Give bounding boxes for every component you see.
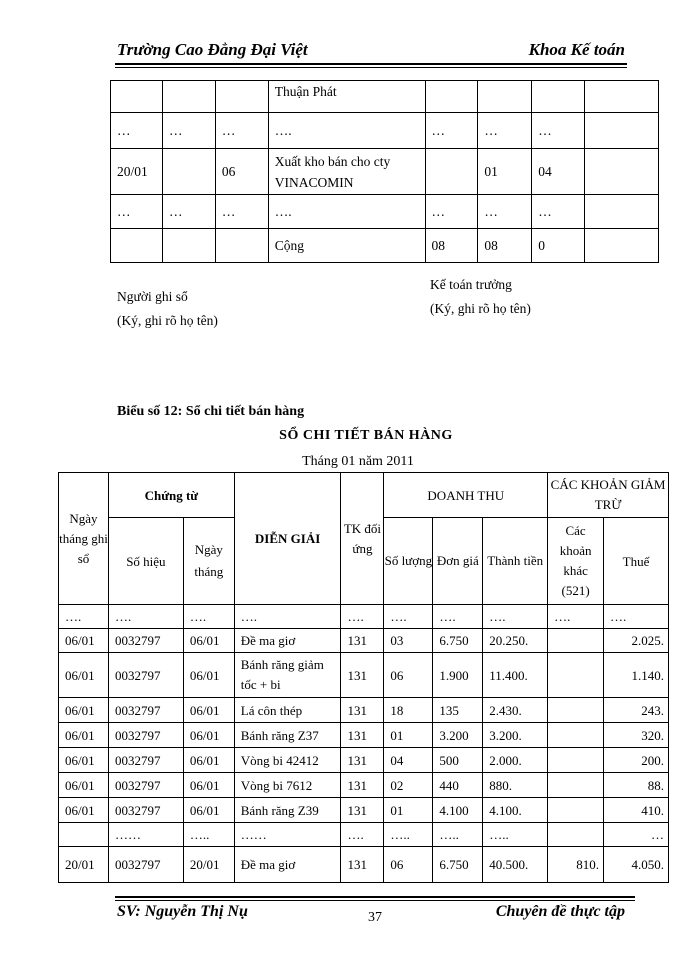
- journal-cell: [585, 149, 659, 195]
- ledger-cell: 3.200: [433, 723, 483, 748]
- ledger-cell: 18: [384, 698, 433, 723]
- col-unit-price: Đơn giá: [433, 518, 483, 605]
- ledger-cell: ….: [59, 605, 109, 629]
- ledger-cell: …..: [384, 823, 433, 847]
- ledger-cell: 131: [341, 698, 384, 723]
- ledger-cell: ….: [384, 605, 433, 629]
- ledger-cell: 0032797: [108, 773, 183, 798]
- journal-cell: [111, 81, 163, 113]
- ledger-cell: [548, 748, 604, 773]
- ledger-period: Tháng 01 năm 2011: [302, 454, 414, 469]
- ledger-cell: Bánh răng Z37: [234, 723, 341, 748]
- ledger-row: [59, 773, 669, 798]
- ledger-cell: 6.750: [433, 629, 483, 653]
- journal-cell: 08: [425, 229, 478, 263]
- journal-cell: 0: [532, 229, 585, 263]
- journal-cell: [585, 195, 659, 229]
- ledger-cell: 0032797: [108, 748, 183, 773]
- ledger-cell: [548, 698, 604, 723]
- journal-cell: 08: [478, 229, 532, 263]
- header-rule: [115, 63, 627, 65]
- header-school: Trường Cao Đẳng Đại Việt: [117, 40, 308, 59]
- ledger-cell: 06/01: [183, 773, 234, 798]
- section-label: Biểu số 12: Sổ chi tiết bán hàng: [117, 404, 305, 419]
- ledger-cell: 06/01: [183, 698, 234, 723]
- journal-cell: [585, 113, 659, 149]
- ledger-cell: 06/01: [59, 629, 109, 653]
- ledger-cell: 20.250.: [483, 629, 548, 653]
- ledger-cell: 0032797: [108, 847, 183, 883]
- journal-cell: …: [425, 195, 478, 229]
- col-quantity: Số lượng: [384, 518, 433, 605]
- ledger-cell: [548, 798, 604, 823]
- ledger-cell: 243.: [604, 698, 669, 723]
- col-revenue: DOANH THU: [384, 473, 548, 518]
- ledger-cell: 04: [384, 748, 433, 773]
- ledger-cell: 06/01: [59, 748, 109, 773]
- ledger-cell: ….: [341, 605, 384, 629]
- col-voucher-number: Số hiệu: [108, 518, 183, 605]
- journal-row: [111, 195, 659, 229]
- journal-row: [111, 229, 659, 263]
- header-department: Khoa Kế toán: [528, 40, 625, 59]
- col-description: DIỄN GIẢI: [234, 473, 341, 605]
- signature-recorder-note: (Ký, ghi rõ họ tên): [117, 313, 218, 328]
- journal-row: [111, 113, 659, 149]
- ledger-row: [59, 748, 669, 773]
- ledger-cell: …: [604, 823, 669, 847]
- ledger-cell: 6.750: [433, 847, 483, 883]
- journal-cell: …: [532, 113, 585, 149]
- ledger-cell: ….: [341, 823, 384, 847]
- ledger-cell: 06/01: [59, 653, 109, 698]
- ledger-cell: 0032797: [108, 798, 183, 823]
- journal-cell: [215, 81, 268, 113]
- ledger-cell: 06/01: [59, 773, 109, 798]
- ledger-cell: 0032797: [108, 698, 183, 723]
- journal-cell: 04: [532, 149, 585, 195]
- footer-rule-thin: [115, 900, 635, 901]
- ledger-row: [59, 653, 669, 698]
- ledger-cell: 2.000.: [483, 748, 548, 773]
- journal-cell: …: [215, 195, 268, 229]
- ledger-row: [59, 698, 669, 723]
- journal-cell: …: [532, 195, 585, 229]
- journal-row: [111, 81, 659, 113]
- ledger-cell: 40.500.: [483, 847, 548, 883]
- ledger-cell: 0032797: [108, 629, 183, 653]
- journal-row: [111, 149, 659, 195]
- ledger-cell: ….: [108, 605, 183, 629]
- ledger-cell: 06/01: [183, 748, 234, 773]
- ledger-cell: 03: [384, 629, 433, 653]
- journal-cell: [585, 81, 659, 113]
- signature-chief-accountant: [430, 273, 531, 321]
- journal-cell: ….: [268, 113, 425, 149]
- ledger-cell: 06: [384, 847, 433, 883]
- journal-cell: ….: [268, 195, 425, 229]
- ledger-row: [59, 798, 669, 823]
- journal-cell: [162, 149, 215, 195]
- sales-ledger-table: [58, 472, 669, 883]
- footer-student: SV: Nguyễn Thị Nụ: [117, 903, 248, 920]
- ledger-cell: 20/01: [59, 847, 109, 883]
- ledger-cell: …..: [483, 823, 548, 847]
- journal-cell: …: [425, 113, 478, 149]
- journal-cell: [478, 81, 532, 113]
- ledger-cell: [548, 823, 604, 847]
- ledger-cell: 131: [341, 847, 384, 883]
- ledger-cell: ….: [183, 605, 234, 629]
- ledger-cell: 131: [341, 629, 384, 653]
- ledger-cell: 88.: [604, 773, 669, 798]
- journal-cell: 06: [215, 149, 268, 195]
- ledger-cell: 11.400.: [483, 653, 548, 698]
- col-voucher-date: Ngày tháng: [183, 518, 234, 605]
- ledger-cell: ….: [604, 605, 669, 629]
- ledger-row: [59, 723, 669, 748]
- ledger-cell: 06/01: [183, 723, 234, 748]
- journal-cell: …: [111, 113, 163, 149]
- col-date: Ngày tháng ghi sổ: [59, 473, 109, 605]
- journal-cell: …: [215, 113, 268, 149]
- ledger-cell: [59, 823, 109, 847]
- journal-cell: …: [111, 195, 163, 229]
- ledger-cell: …..: [433, 823, 483, 847]
- journal-cell: [162, 229, 215, 263]
- ledger-cell: 135: [433, 698, 483, 723]
- journal-cell: Cộng: [268, 229, 425, 263]
- ledger-cell: [548, 653, 604, 698]
- ledger-cell: 06/01: [59, 698, 109, 723]
- ledger-cell: 02: [384, 773, 433, 798]
- journal-cell: [532, 81, 585, 113]
- journal-cell: Xuất kho bán cho cty VINACOMIN: [268, 149, 425, 195]
- ledger-cell: Bánh răng giảm tốc + bi: [234, 653, 341, 698]
- ledger-cell: ….: [548, 605, 604, 629]
- ledger-cell: Lá côn thép: [234, 698, 341, 723]
- ledger-cell: 4.100.: [483, 798, 548, 823]
- signature-chief-note: (Ký, ghi rõ họ tên): [430, 301, 531, 316]
- signature-recorder: [117, 285, 218, 333]
- ledger-cell: 20/01: [183, 847, 234, 883]
- ledger-cell: ….: [483, 605, 548, 629]
- ledger-cell: 440: [433, 773, 483, 798]
- ledger-cell: Đề ma giơ: [234, 629, 341, 653]
- ledger-cell: ……: [234, 823, 341, 847]
- ledger-title: SỔ CHI TIẾT BÁN HÀNG: [279, 428, 453, 443]
- ledger-cell: 06/01: [59, 798, 109, 823]
- ledger-row: [59, 629, 669, 653]
- ledger-cell: ….: [234, 605, 341, 629]
- ledger-cell: ….: [433, 605, 483, 629]
- ledger-cell: 4.050.: [604, 847, 669, 883]
- ledger-cell: 01: [384, 798, 433, 823]
- ledger-cell: 131: [341, 798, 384, 823]
- ledger-cell: 500: [433, 748, 483, 773]
- ledger-cell: 880.: [483, 773, 548, 798]
- ledger-cell: 06/01: [183, 629, 234, 653]
- ledger-cell: 06/01: [59, 723, 109, 748]
- journal-cell: [425, 81, 478, 113]
- journal-cell: Thuận Phát: [268, 81, 425, 113]
- ledger-cell: 0032797: [108, 653, 183, 698]
- col-other-deductions: Các khoản khác (521): [548, 518, 604, 605]
- ledger-cell: 131: [341, 723, 384, 748]
- journal-cell: …: [162, 113, 215, 149]
- ledger-cell: 320.: [604, 723, 669, 748]
- ledger-cell: 810.: [548, 847, 604, 883]
- journal-cell: …: [478, 195, 532, 229]
- ledger-cell: 410.: [604, 798, 669, 823]
- ledger-cell: [548, 629, 604, 653]
- journal-cell: [215, 229, 268, 263]
- ledger-cell: Vòng bi 7612: [234, 773, 341, 798]
- col-deductions: CÁC KHOẢN GIẢM TRỪ: [548, 473, 669, 518]
- journal-table: [110, 80, 659, 263]
- ledger-cell: 06/01: [183, 653, 234, 698]
- ledger-cell: 0032797: [108, 723, 183, 748]
- header-rule-thin: [115, 67, 627, 68]
- ledger-cell: [548, 773, 604, 798]
- col-tax: Thuế: [604, 518, 669, 605]
- footer-report-type: Chuyên đề thực tập: [495, 903, 625, 920]
- ledger-cell: 2.025.: [604, 629, 669, 653]
- ledger-row: [59, 823, 669, 847]
- signature-recorder-title: Người ghi sổ: [117, 289, 188, 304]
- ledger-cell: Đề ma giơ: [234, 847, 341, 883]
- ledger-row: [59, 847, 669, 883]
- journal-cell: …: [478, 113, 532, 149]
- ledger-cell: 4.100: [433, 798, 483, 823]
- ledger-cell: 06: [384, 653, 433, 698]
- col-account: TK đối ứng: [341, 473, 384, 605]
- journal-cell: [585, 229, 659, 263]
- journal-cell: [111, 229, 163, 263]
- footer-rule: [115, 896, 635, 898]
- ledger-cell: [548, 723, 604, 748]
- ledger-cell: 131: [341, 653, 384, 698]
- journal-cell: 20/01: [111, 149, 163, 195]
- ledger-cell: 131: [341, 773, 384, 798]
- col-voucher: Chứng từ: [108, 473, 234, 518]
- col-amount: Thành tiền: [483, 518, 548, 605]
- ledger-cell: ……: [108, 823, 183, 847]
- ledger-cell: 131: [341, 748, 384, 773]
- ledger-cell: Bánh răng Z39: [234, 798, 341, 823]
- ledger-cell: 06/01: [183, 798, 234, 823]
- journal-cell: [162, 81, 215, 113]
- ledger-cell: 01: [384, 723, 433, 748]
- ledger-cell: …..: [183, 823, 234, 847]
- ledger-cell: 200.: [604, 748, 669, 773]
- ledger-row: [59, 605, 669, 629]
- ledger-cell: 1.900: [433, 653, 483, 698]
- journal-cell: [425, 149, 478, 195]
- journal-cell: …: [162, 195, 215, 229]
- ledger-cell: 3.200.: [483, 723, 548, 748]
- ledger-cell: Vòng bi 42412: [234, 748, 341, 773]
- signature-chief-title: Kế toán trưởng: [430, 277, 512, 292]
- ledger-cell: 1.140.: [604, 653, 669, 698]
- page-number: 37: [368, 910, 382, 925]
- journal-cell: 01: [478, 149, 532, 195]
- ledger-cell: 2.430.: [483, 698, 548, 723]
